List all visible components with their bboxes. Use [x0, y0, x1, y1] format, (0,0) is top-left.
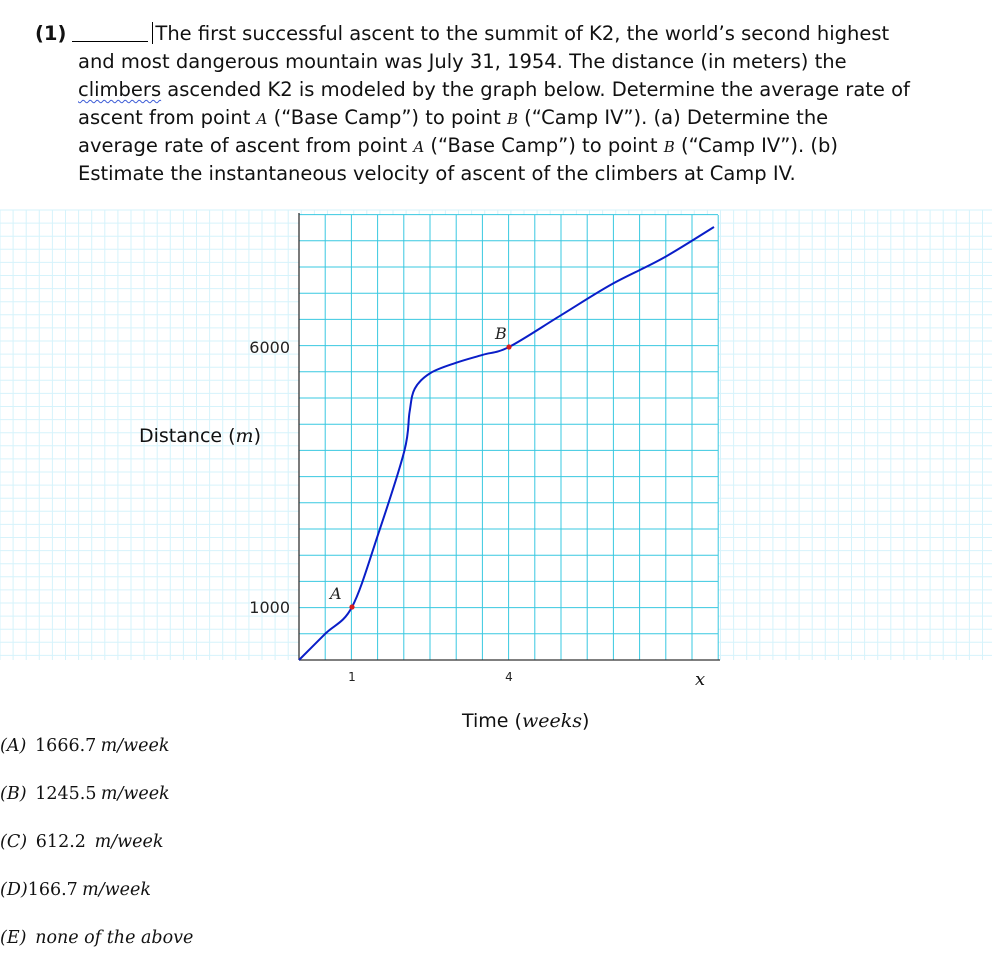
choice-a[interactable]: (A) 1666.7 m/week [0, 736, 170, 756]
text-cursor [152, 22, 153, 44]
x-tick-label: 1 [348, 670, 356, 684]
question-line-1: (1) The first successful ascent to the summit of K2, the world’s second highest [35, 22, 890, 45]
question-line-4: ascent from point A (“Base Camp”) to point B (“Camp IV”). (a) Determine the [78, 106, 829, 129]
question-line-6: Estimate the instantaneous velocity of ascent of the climbers at Camp IV. [78, 162, 796, 185]
point-label-b: B [495, 324, 507, 343]
x-axis-label: Time (weeks) [462, 710, 590, 732]
y-tick-label: 6000 [249, 338, 290, 357]
spellcheck-word[interactable]: climbers [78, 78, 162, 101]
x-tick-label: 4 [505, 670, 513, 684]
y-axis-label: Distance (m) [139, 425, 261, 447]
point-a [349, 604, 354, 609]
choice-c[interactable]: (C) 612.2 m/week [0, 832, 164, 852]
answer-blank[interactable] [72, 23, 148, 42]
y-tick-label: 1000 [249, 598, 290, 617]
question-line-2: and most dangerous mountain was July 31, 1954. The distance (in meters) the [78, 50, 847, 73]
x-axis-variable: x [695, 669, 706, 690]
point-b [506, 344, 511, 349]
question-number: (1) [35, 22, 67, 45]
distance-time-graph [0, 205, 992, 735]
choice-b[interactable]: (B) 1245.5 m/week [0, 784, 170, 804]
choice-d[interactable]: (D)166.7 m/week [0, 880, 151, 900]
point-label-a: A [330, 584, 342, 603]
question-line-5: average rate of ascent from point A (“Base Camp”) to point B (“Camp IV”). (b) [78, 134, 838, 157]
question-line-3: climbers ascended K2 is modeled by the graph below. Determine the average rate of [78, 78, 910, 101]
chart-grid [299, 215, 718, 660]
choice-e[interactable]: (E) none of the above [0, 928, 194, 948]
